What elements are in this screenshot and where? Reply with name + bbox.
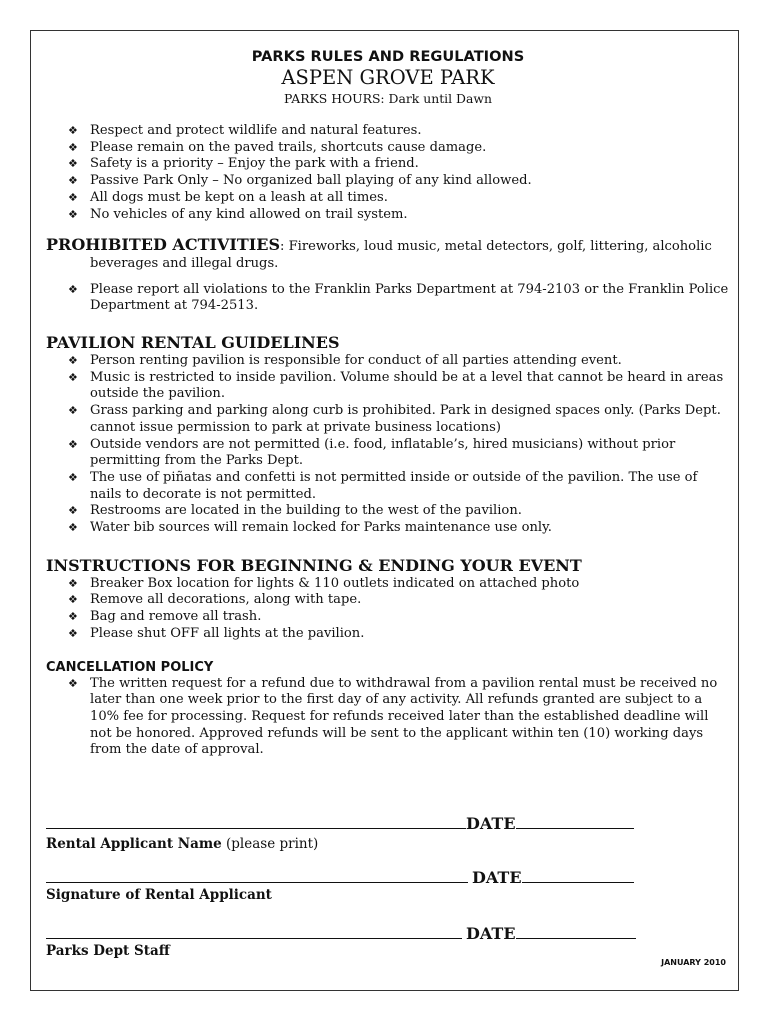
applicant-signature-block: DATE Signature of Rental Applicant — [46, 868, 646, 903]
diamond-bullet-icon: ❖ — [68, 370, 78, 384]
diamond-bullet-icon: ❖ — [68, 437, 78, 451]
applicant-signature-line[interactable] — [46, 868, 468, 883]
applicant-name-note: (please print) — [221, 836, 319, 852]
park-hours: PARKS HOURS: Dark until Dawn — [284, 91, 492, 106]
list-item: ❖ Outside vendors are not permitted (i.e. food, inflatable’s, hired musicians) without prior permitting from the Parks Dept. — [68, 436, 676, 469]
doc-title: PARKS RULES AND REGULATIONS — [251, 48, 525, 65]
diamond-bullet-icon: ❖ — [68, 157, 78, 171]
report-list — [46, 282, 730, 315]
diamond-bullet-icon: ❖ — [68, 593, 78, 607]
list-item: ❖ Restrooms are located in the building to the west of the pavilion. — [68, 503, 522, 519]
diamond-bullet-icon: ❖ — [68, 174, 78, 188]
prohibited-text: : Fireworks, loud music, metal detectors, golf, littering, alcoholic beverages and illegal drugs. — [90, 239, 712, 271]
list-item: ❖ Person renting pavilion is responsible for conduct of all parties attending event. — [68, 353, 622, 369]
applicant-name-line[interactable] — [46, 814, 466, 829]
diamond-bullet-icon: ❖ — [68, 404, 78, 418]
list-item: ❖ The written request for a refund due to withdrawal from a pavilion rental must be received no later than one week prior to the first day of any activity. All refunds granted are subject to a 10% fee for processing. Request for refunds received later than the established deadline will not be honored. Approved refunds will be sent to the applicant within ten (10) working days from the date of approval. — [68, 675, 718, 758]
applicant-name-date-line[interactable] — [516, 814, 634, 829]
park-name: ASPEN GROVE PARK — [281, 66, 495, 89]
pavilion-list — [46, 353, 730, 537]
list-item: ❖ Passive Park Only – No organized ball playing of any kind allowed. — [68, 173, 532, 189]
prohibited-section — [46, 235, 730, 272]
list-item: ❖ Please report all violations to the Franklin Parks Department at 794-2103 or the Franklin Police Department at 794-2513. — [68, 281, 729, 314]
list-item: ❖ Music is restricted to inside pavilion. Volume should be at a level that cannot be heard in areas outside the pavilion. — [68, 369, 724, 402]
instructions-heading: INSTRUCTIONS FOR BEGINNING & ENDING YOUR EVENT — [46, 555, 582, 575]
diamond-bullet-icon: ❖ — [68, 190, 78, 204]
diamond-bullet-icon: ❖ — [68, 521, 78, 535]
cancellation-heading: CANCELLATION POLICY — [46, 659, 214, 675]
list-item: ❖ Please remain on the paved trails, shortcuts cause damage. — [68, 139, 487, 155]
list-item: ❖ All dogs must be kept on a leash at all times. — [68, 189, 388, 205]
diamond-bullet-icon: ❖ — [68, 576, 78, 590]
diamond-bullet-icon: ❖ — [68, 207, 78, 221]
prohibited-heading: PROHIBITED ACTIVITIES — [46, 235, 280, 255]
applicant-name-label: Rental Applicant Name — [46, 836, 222, 852]
staff-signature-line[interactable] — [46, 924, 462, 939]
applicant-signature-label: Signature of Rental Applicant — [46, 887, 272, 903]
list-item: ❖ Please shut OFF all lights at the pavilion. — [68, 625, 365, 641]
diamond-bullet-icon: ❖ — [68, 504, 78, 518]
staff-date-line[interactable] — [516, 924, 636, 939]
diamond-bullet-icon: ❖ — [68, 354, 78, 368]
list-item: ❖ No vehicles of any kind allowed on trail system. — [68, 206, 408, 222]
diamond-bullet-icon: ❖ — [68, 676, 78, 690]
list-item: ❖ Bag and remove all trash. — [68, 609, 262, 625]
applicant-signature-date-line[interactable] — [522, 868, 634, 883]
diamond-bullet-icon: ❖ — [68, 470, 78, 484]
staff-signature-block: DATE Parks Dept Staff — [46, 924, 646, 959]
rules-list — [46, 123, 730, 223]
list-item: ❖ Respect and protect wildlife and natural features. — [68, 123, 422, 138]
list-item: ❖ The use of piñatas and confetti is not permitted inside or outside of the pavilion. The use of nails to decorate is not permitted. — [68, 469, 698, 502]
pavilion-heading: PAVILION RENTAL GUIDELINES — [46, 333, 340, 353]
diamond-bullet-icon: ❖ — [68, 282, 78, 296]
staff-label: Parks Dept Staff — [46, 943, 170, 959]
diamond-bullet-icon: ❖ — [68, 140, 78, 154]
revision-date: JANUARY 2010 — [661, 958, 726, 967]
instructions-list — [46, 576, 730, 643]
diamond-bullet-icon: ❖ — [68, 610, 78, 624]
document-body — [46, 48, 730, 759]
list-item: ❖ Breaker Box location for lights & 110 outlets indicated on attached photo — [68, 575, 580, 591]
diamond-bullet-icon: ❖ — [68, 124, 78, 137]
list-item: ❖ Remove all decorations, along with tape. — [68, 592, 362, 608]
applicant-name-block: DATE Rental Applicant Name (please print) — [46, 814, 646, 852]
diamond-bullet-icon: ❖ — [68, 626, 78, 640]
list-item: ❖ Grass parking and parking along curb is prohibited. Park in designed spaces only. (Parks Dept. cannot issue permission to park at private business locations) — [68, 403, 721, 435]
list-item: ❖ Safety is a priority – Enjoy the park with a friend. — [68, 156, 419, 172]
cancellation-list — [46, 676, 730, 760]
list-item: ❖ Water bib sources will remain locked for Parks maintenance use only. — [68, 520, 552, 536]
